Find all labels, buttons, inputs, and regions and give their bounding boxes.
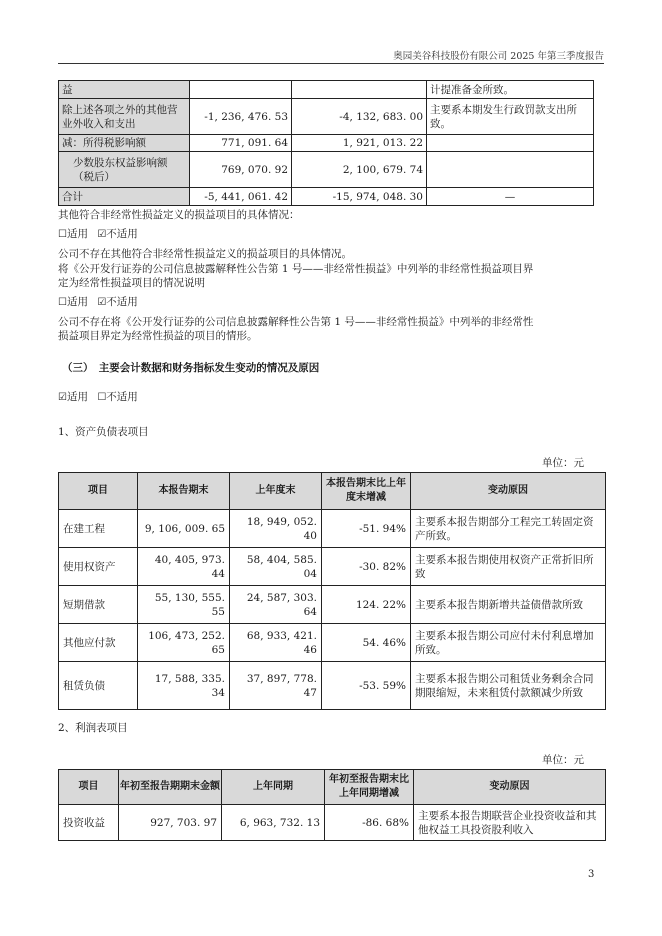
- unchecked-box-icon[interactable]: ☐: [58, 229, 67, 240]
- table-row: [59, 99, 594, 135]
- col-header-item: 项目: [59, 770, 119, 805]
- row-label: 益: [59, 81, 190, 99]
- current-period-value: -5, 441, 061. 42: [190, 188, 292, 206]
- balance-sheet-table: [58, 472, 606, 710]
- table-row: [59, 586, 606, 624]
- reclass-title-line-2: 定为经常性损益项目的情况说明: [58, 277, 205, 289]
- table-row: [59, 81, 594, 99]
- checked-box-icon[interactable]: ☑: [97, 297, 107, 308]
- row-note: [427, 152, 594, 188]
- reclass-body-line-1: 公司不存在将《公开发行证券的公司信息披露解释性公告第 1 号——非经常性损益》中列举的非经常性: [58, 316, 534, 328]
- current-period-value: [190, 81, 292, 99]
- ytd-cell: 927, 703. 97: [119, 805, 222, 841]
- row-note: 主要系本期发生行政罚款支出所致。: [427, 99, 594, 135]
- table-header-row: [59, 770, 606, 805]
- balance-sheet-subtitle: 1、资产负债表项目: [58, 426, 149, 438]
- prior-year-cell: 37, 897, 778. 47: [230, 662, 322, 710]
- header-divider: [58, 63, 604, 64]
- prior-year-cell: 68, 933, 421. 46: [230, 624, 322, 662]
- row-label: 合计: [59, 188, 190, 206]
- change-cell: 54. 46%: [322, 624, 411, 662]
- row-label: 除上述各项之外的其他营业外收入和支出: [59, 99, 190, 135]
- checked-box-icon[interactable]: ☑: [58, 392, 67, 403]
- period-end-cell: 55, 130, 555. 55: [138, 586, 230, 624]
- prior-year-cell: 24, 587, 303. 64: [230, 586, 322, 624]
- col-header-reason: 变动原因: [414, 770, 606, 805]
- table-row: [59, 662, 606, 710]
- item-cell: 投资收益: [59, 805, 119, 841]
- row-note: 计提准备金所致。: [427, 81, 594, 99]
- table-header-row: [59, 473, 606, 510]
- row-label: 减：所得税影响额: [59, 135, 190, 152]
- change-cell: 124. 22%: [322, 586, 411, 624]
- change-cell: -30. 82%: [322, 548, 411, 586]
- current-period-value: 769, 070. 92: [190, 152, 292, 188]
- col-header-period-end: 本报告期末: [138, 473, 230, 510]
- current-period-value: 771, 091. 64: [190, 135, 292, 152]
- reclass-title-line-1: 将《公开发行证券的公司信息披露解释性公告第 1 号——非经常性损益》中列举的非经常性损益项目界: [58, 263, 534, 275]
- period-end-cell: 40, 405, 973. 44: [138, 548, 230, 586]
- applicability-options-1: [58, 227, 138, 242]
- report-header: 奥园美谷科技股份有限公司 2025 年第三季度报告: [393, 51, 604, 62]
- item-cell: 租赁负债: [59, 662, 138, 710]
- reason-cell: 主要系本报告期公司应付未付利息增加所致。: [411, 624, 606, 662]
- not-applicable-label: 不适用: [106, 391, 138, 403]
- applicable-label: 适用: [66, 391, 88, 403]
- table-row: [59, 510, 606, 548]
- unchecked-box-icon[interactable]: ☐: [58, 297, 67, 308]
- applicable-label: 适用: [66, 228, 88, 240]
- change-cell: -51. 94%: [322, 510, 411, 548]
- col-header-item: 项目: [59, 473, 138, 510]
- reason-cell: 主要系本报告期新增共益债借款所致: [411, 586, 606, 624]
- other-def-body: 公司不存在其他符合非经常性损益定义的损益项目的具体情况。: [58, 248, 352, 260]
- reason-cell: 主要系本报告期公司租赁业务剩余合同期限缩短，未来租赁付款额减少所致: [411, 662, 606, 710]
- income-statement-subtitle: 2、利润表项目: [58, 722, 128, 734]
- checked-box-icon[interactable]: ☑: [97, 229, 107, 240]
- page-number: 3: [588, 869, 595, 880]
- col-header-change: 年初至报告期末比上年同期增减: [325, 770, 414, 805]
- col-header-reason: 变动原因: [411, 473, 606, 510]
- table-row: [59, 624, 606, 662]
- period-end-cell: 9, 106, 009. 65: [138, 510, 230, 548]
- not-applicable-label: 不适用: [106, 228, 138, 240]
- row-note: —: [427, 188, 594, 206]
- table-row: [59, 548, 606, 586]
- table-row: [59, 805, 606, 841]
- row-label: 少数股东权益影响额（税后）: [59, 152, 190, 188]
- current-period-value: -1, 236, 476. 53: [190, 99, 292, 135]
- reason-cell: 主要系本报告期使用权资产正常折旧所致: [411, 548, 606, 586]
- non-recurring-table: [58, 80, 594, 206]
- col-header-ytd-amount: 年初至报告期期末金额: [119, 770, 222, 805]
- other-def-title: 其他符合非经常性损益定义的损益项目的具体情况：: [58, 209, 300, 221]
- not-applicable-label: 不适用: [106, 296, 138, 308]
- applicability-options-2: [58, 295, 138, 310]
- reason-cell: 主要系本报告期联营企业投资收益和其他权益工具投资股利收入: [414, 805, 606, 841]
- reason-cell: 主要系本报告期部分工程完工转固定资产所致。: [411, 510, 606, 548]
- ytd-value: -15, 974, 048. 30: [292, 188, 427, 206]
- unchecked-box-icon[interactable]: ☐: [97, 392, 107, 403]
- prior-period-cell: 6, 963, 732. 13: [222, 805, 325, 841]
- change-cell: -86. 68%: [325, 805, 414, 841]
- row-note: [427, 135, 594, 152]
- income-statement-table: [58, 769, 606, 841]
- period-end-cell: 106, 473, 252. 65: [138, 624, 230, 662]
- col-header-change: 本报告期末比上年度末增减: [322, 473, 411, 510]
- ytd-value: 1, 921, 013. 22: [292, 135, 427, 152]
- ytd-value: 2, 100, 679. 74: [292, 152, 427, 188]
- applicability-options-3: [58, 390, 138, 405]
- section-title: （三） 主要会计数据和财务指标发生变动的情况及原因: [62, 362, 320, 374]
- unit-label: 单位：元: [542, 457, 584, 469]
- col-header-prior-period: 上年同期: [222, 770, 325, 805]
- table-row: [59, 152, 594, 188]
- applicable-label: 适用: [66, 296, 88, 308]
- ytd-value: -4, 132, 683. 00: [292, 99, 427, 135]
- item-cell: 使用权资产: [59, 548, 138, 586]
- reclass-body-line-2: 损益项目界定为经常性损益的项目的情形。: [58, 330, 258, 342]
- change-cell: -53. 59%: [322, 662, 411, 710]
- item-cell: 短期借款: [59, 586, 138, 624]
- prior-year-cell: 18, 949, 052. 40: [230, 510, 322, 548]
- period-end-cell: 17, 588, 335. 34: [138, 662, 230, 710]
- unit-label: 单位：元: [542, 754, 584, 766]
- table-row: [59, 188, 594, 206]
- item-cell: 在建工程: [59, 510, 138, 548]
- col-header-prior-year-end: 上年度末: [230, 473, 322, 510]
- ytd-value: [292, 81, 427, 99]
- item-cell: 其他应付款: [59, 624, 138, 662]
- table-row: [59, 135, 594, 152]
- prior-year-cell: 58, 404, 585. 04: [230, 548, 322, 586]
